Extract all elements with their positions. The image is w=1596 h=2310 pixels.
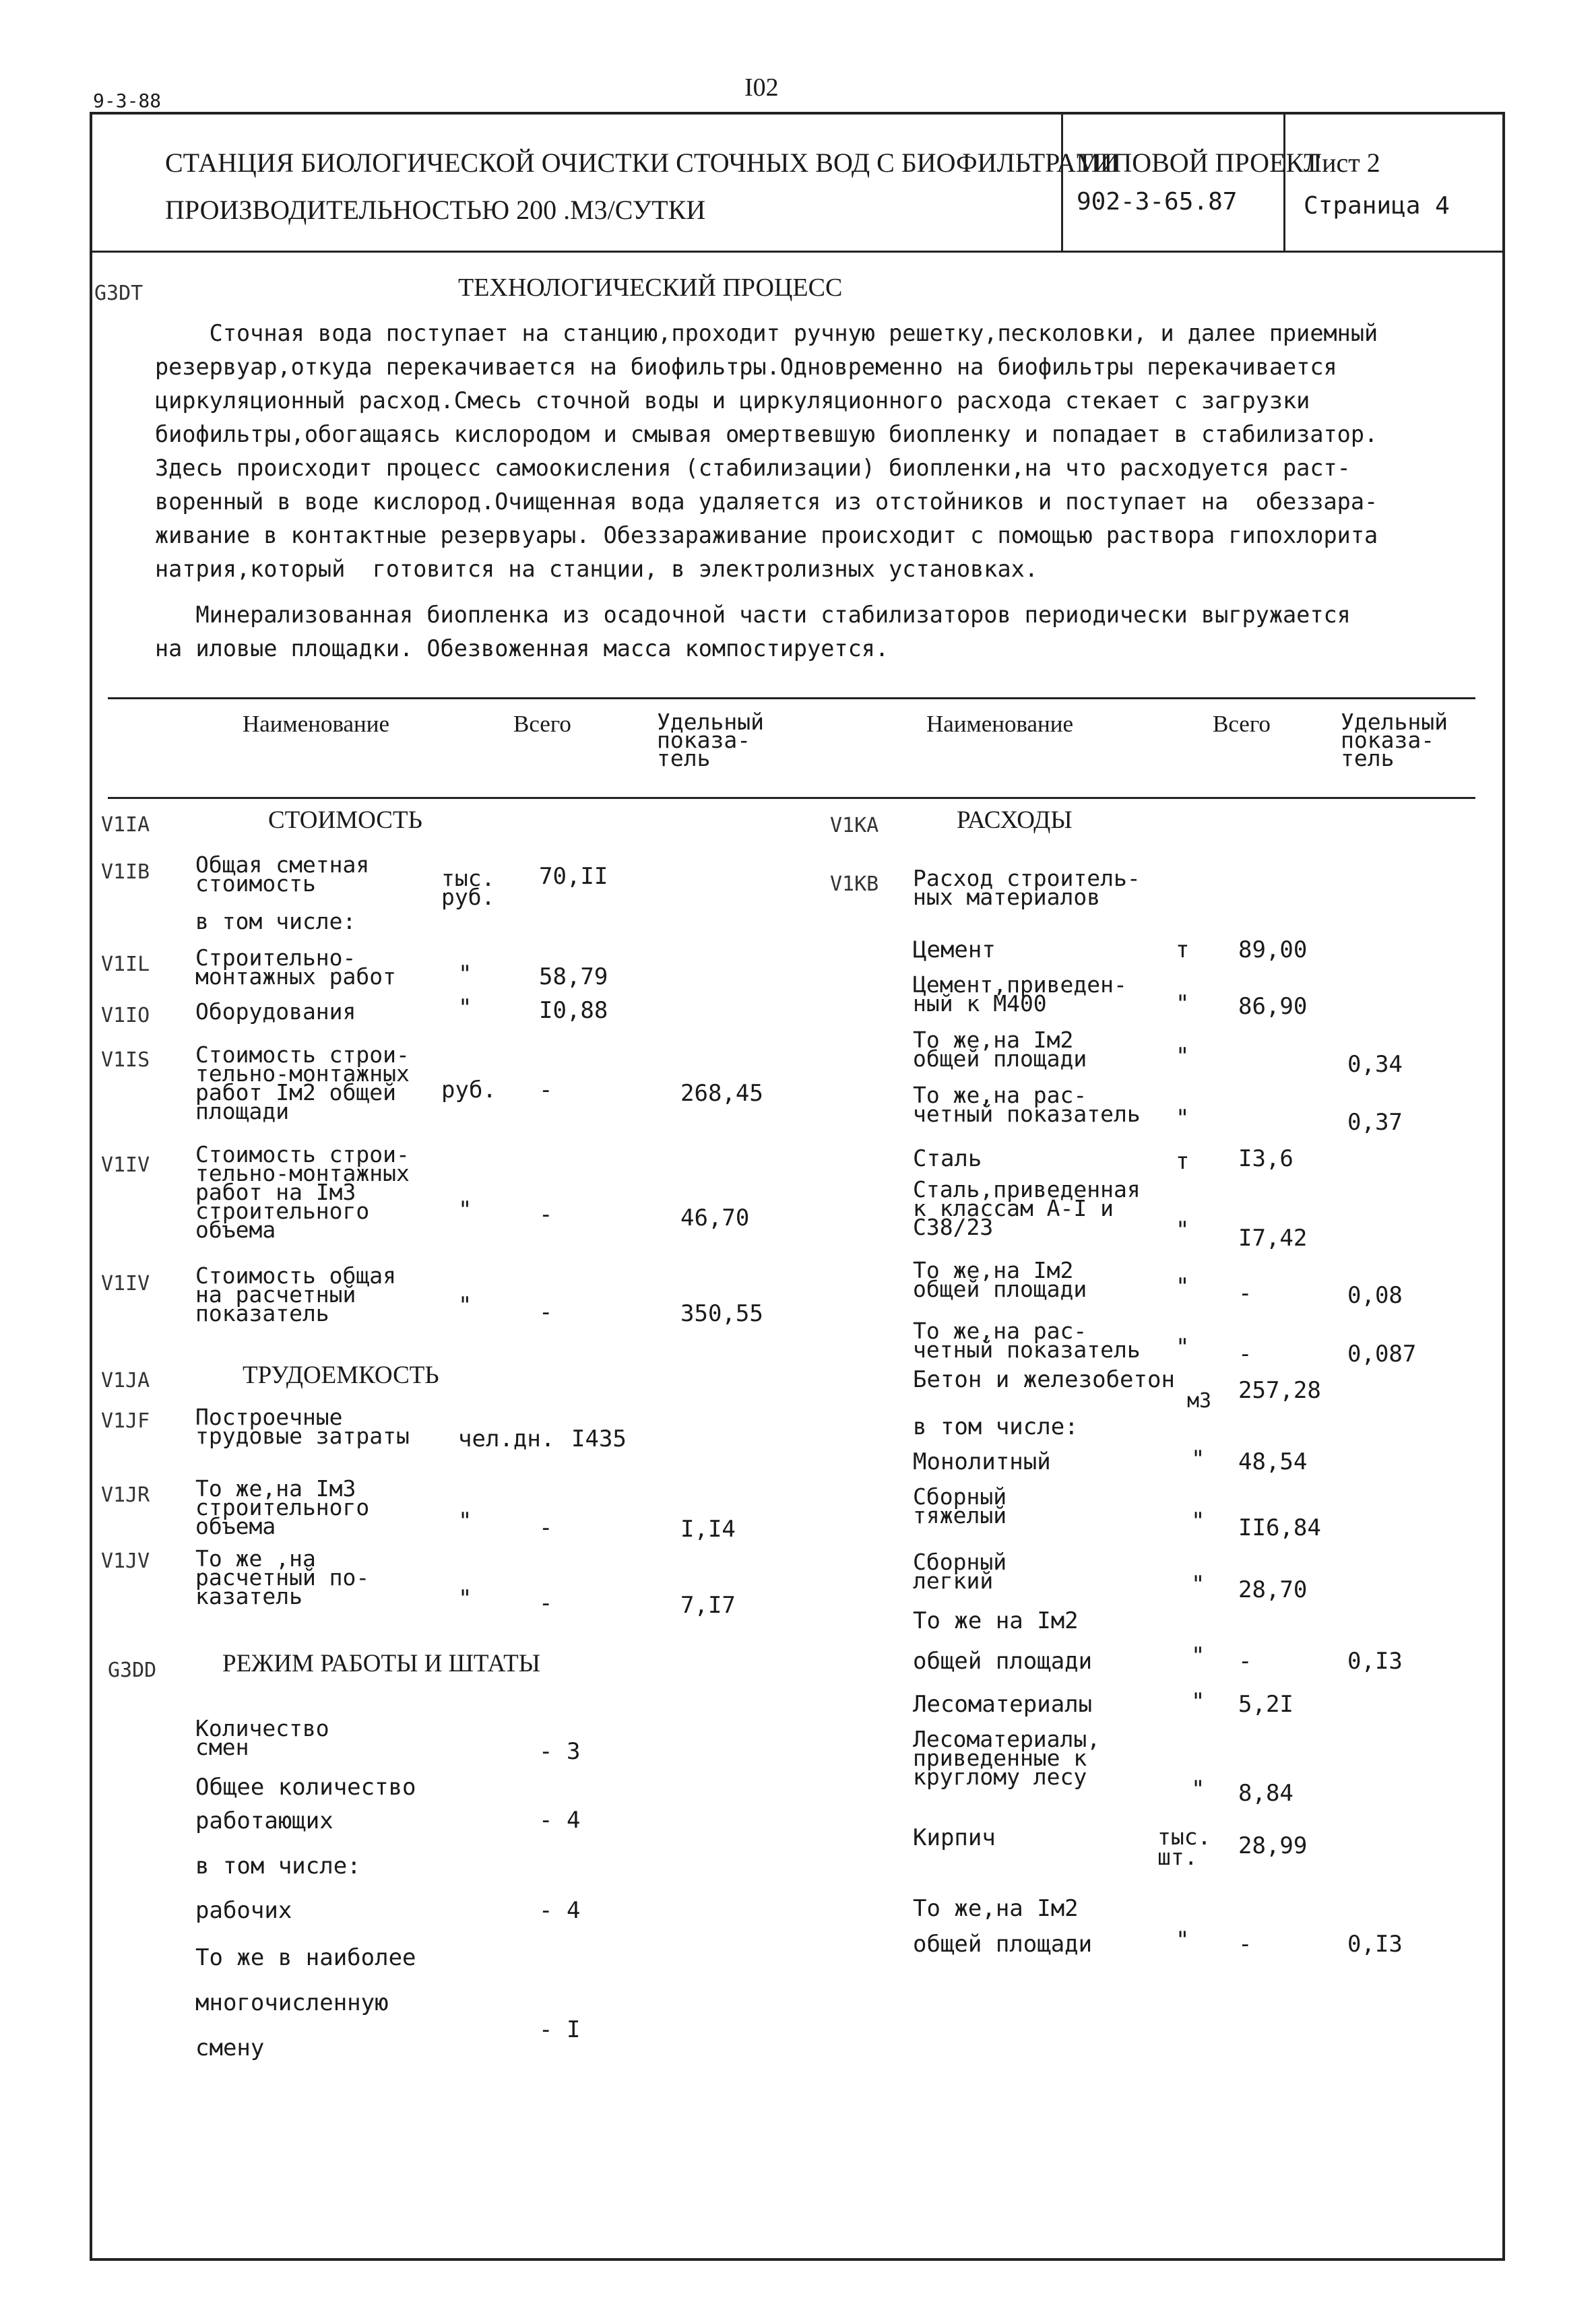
frame-right [1502,112,1505,2261]
frame-bottom [90,2258,1504,2261]
row-name: То же,на Iм2 [913,1895,1079,1922]
row-unit: " [1176,1043,1190,1070]
row-specific: 0,34 [1347,1051,1403,1078]
row-unit: " [458,961,472,988]
col-header-total-right: Всего [1213,711,1271,737]
row-total: - 4 [539,1897,581,1924]
row-code: V1JF [101,1409,150,1433]
expenses-heading: РАСХОДЫ [957,806,1073,834]
row-name: рабочих [195,1897,292,1924]
row-name: Количество смен [195,1715,329,1760]
row-name: в том числе: [913,1413,1079,1440]
header-divider-2 [1283,112,1285,252]
row-total: 28,70 [1238,1576,1308,1603]
row-unit: " [1176,1273,1190,1300]
row-specific: 0,08 [1347,1282,1403,1309]
row-specific: I,I4 [680,1516,736,1543]
project-label: ТИПОВОЙ ПРОЕКТ [1077,148,1320,178]
row-unit: тыс. шт. [1157,1824,1211,1870]
row-unit: руб. [441,1077,497,1103]
row-unit: " [458,1508,472,1535]
row-unit: " [1191,1508,1205,1535]
row-total: - [1238,1280,1252,1307]
cost-heading: СТОИМОСТЬ [268,806,422,834]
row-unit: " [1191,1446,1205,1473]
row-name: Стоимость общая на расчетный показатель [195,1262,397,1326]
row-name: Цемент [913,936,996,963]
row-code: V1JA [101,1369,150,1392]
row-specific: 7,I7 [680,1592,736,1619]
row-code: V1KA [830,814,879,837]
row-total: - [539,1590,553,1617]
row-total: I7,42 [1238,1225,1308,1252]
header-divider-1 [1061,112,1063,252]
row-name: многочисленную [195,1989,389,2016]
row-total: - 3 [539,1738,581,1765]
row-name: Кирпич [913,1824,996,1851]
row-name: Общая сметная стоимость [195,852,370,897]
col-header-specific-left: Удельный показа- тель [657,709,764,771]
row-total: 58,79 [539,963,608,990]
section-code-tech: G3DT [94,282,143,305]
row-total: - I [539,2016,581,2043]
row-name: Построечные трудовые затраты [195,1404,410,1449]
row-unit: тыс. руб. [441,865,495,910]
sheet-number: Лист 2 [1304,148,1380,178]
page-label: Страница 4 [1304,192,1450,220]
row-name: То же на Iм2 [913,1607,1079,1634]
row-name: Лесоматериалы, приведенные к круглому лесу [913,1726,1101,1790]
row-code: V1JV [101,1549,150,1573]
row-total: 257,28 [1238,1377,1321,1404]
row-total: - [1238,1341,1252,1368]
row-total: - [1238,1931,1252,1958]
row-specific: 350,55 [680,1300,763,1327]
row-name: То же,на Iм2 общей площади [913,1027,1087,1072]
row-unit: " [1191,1571,1205,1598]
row-code: V1KB [830,872,879,896]
row-name: Сталь [913,1145,982,1172]
row-total: - [539,1299,553,1326]
row-unit: " [1176,1105,1190,1132]
table-top-rule [108,697,1475,699]
row-code: V1IS [101,1048,150,1072]
row-unit: " [458,1585,472,1612]
tech-paragraph-2: Минерализованная биопленка из осадочной части стабилизаторов периодически выгружается на иловые площадки. Обезвоженная масса компостируется. [155,602,1351,662]
row-name: То же,на Iм3 строительного объема [195,1475,370,1539]
row-unit: " [1176,990,1190,1017]
row-name: в том числе: [195,908,356,934]
row-name: Цемент,приведен- ный к М400 [913,971,1127,1017]
row-specific: 0,I3 [1347,1648,1403,1675]
row-total: 5,2I [1238,1691,1294,1718]
row-specific: 46,70 [680,1205,750,1231]
row-total: II6,84 [1238,1514,1321,1541]
row-total: - [1238,1648,1252,1675]
row-code: V1IV [101,1153,150,1177]
row-unit: т [1176,1148,1190,1175]
row-name: Сборный тяжелый [913,1483,1007,1529]
row-unit: " [458,994,472,1021]
row-name: Оборудования [195,998,356,1025]
row-name: общей площади [913,1931,1093,1958]
frame-top [90,112,1504,115]
row-total: I3,6 [1238,1145,1294,1172]
row-unit: " [1191,1642,1205,1669]
page-number: I02 [744,73,779,102]
row-name: Сталь,приведенная к классам А-I и С38/23 [913,1176,1141,1240]
row-name: То же,на рас- четный показатель [913,1318,1141,1363]
row-name: То же ,на расчетный по- казатель [195,1545,370,1609]
row-name: работающих [195,1807,333,1834]
row-unit: " [1176,1217,1190,1244]
labor-heading: ТРУДОЕМКОСТЬ [243,1361,439,1389]
row-unit: " [458,1292,472,1319]
project-code: 902-3-65.87 [1077,188,1238,216]
col-header-total-left: Всего [513,711,571,737]
row-name: Стоимость строи- тельно-монтажных работ Iм2 общей площади [195,1041,410,1124]
row-total: - [539,1201,553,1228]
row-name: Стоимость строи- тельно-монтажных работ на Iм3 строительного объема [195,1141,410,1243]
tech-heading: ТЕХНОЛОГИЧЕСКИЙ ПРОЦЕСС [458,274,843,302]
row-total: 89,00 [1238,936,1308,963]
row-specific: 0,37 [1347,1109,1403,1136]
row-total: I435 [571,1425,627,1452]
row-total: I0,88 [539,997,608,1024]
frame-left [90,112,92,2261]
row-name: в том числе: [195,1853,361,1880]
title-line-2: ПРОИЗВОДИТЕЛЬНОСТЬЮ 200 .М3/СУТКИ [165,195,706,225]
row-name: Монолитный [913,1448,1051,1475]
table-header-rule [108,797,1475,799]
row-total: - 4 [539,1807,581,1834]
row-name: Строительно- монтажных работ [195,944,397,990]
row-code: V1IB [101,860,150,884]
row-total: 28,99 [1238,1832,1308,1859]
row-code: V1IL [101,953,150,976]
row-specific: 0,I3 [1347,1931,1403,1958]
row-name: Сборный легкий [913,1549,1007,1594]
date-stamp: 9-3-88 [93,90,162,112]
row-total: 8,84 [1238,1780,1294,1807]
row-code: G3DD [108,1659,157,1682]
tech-paragraph-1: Сточная вода поступает на станцию,проходит ручную решетку,песколовки, и далее приемный резервуар,откуда перекачивается на биофильтры.Одновременно на биофильтры перекачивается циркуляционный расход.Смесь сточной воды и циркуляционного расхода стекает с загрузки биофильтры,обогащаясь кислородом и смывая омертвевшую биопленку и попадает в стабилизатор. Здесь происходит процесс самоокисления (стабилизации) биопленки,на что расходуется раст- воренный в воде кислород.Очищенная вода удаляется из отстойников и поступает на обеззара- живание в контактные резервуары. Обеззараживание происходит с помощью раствора гипохлорита натрия,который готовится на станции, в электролизных установках. [155,320,1378,582]
row-specific: 268,45 [680,1080,763,1107]
row-total: 86,90 [1238,993,1308,1020]
header-bottom-rule [90,251,1504,253]
row-code: V1JR [101,1483,150,1507]
mode-heading: РЕЖИМ РАБОТЫ И ШТАТЫ [222,1650,540,1677]
row-unit: чел.дн. [458,1425,555,1452]
row-name: Общее количество [195,1774,416,1801]
row-code: V1IO [101,1004,150,1027]
row-unit: " [1191,1688,1205,1715]
row-name: Расход строитель- ных материалов [913,865,1141,910]
row-code: V1IA [101,813,150,837]
row-name: То же в наиболее [195,1944,416,1971]
row-specific: 0,087 [1347,1341,1417,1368]
row-total: - [539,1514,553,1541]
row-unit: т [1176,936,1190,963]
row-name: смену [195,2034,265,2061]
row-unit: " [1176,1334,1190,1361]
col-header-name-right: Наименование [926,711,1074,737]
row-unit: " [1176,1927,1190,1954]
row-name: Лесоматериалы [913,1691,1093,1718]
row-total: - [539,1077,553,1103]
row-name: То же,на рас- четный показатель [913,1082,1141,1127]
col-header-specific-right: Удельный показа- тель [1341,709,1448,771]
row-code: V1IV [101,1272,150,1295]
row-unit: м3 [1187,1389,1212,1413]
row-name: То же,на Iм2 общей площади [913,1257,1087,1302]
row-name: общей площади [913,1648,1093,1675]
col-header-name-left: Наименование [243,711,390,737]
row-unit: " [458,1196,472,1223]
title-line-1: СТАНЦИЯ БИОЛОГИЧЕСКОЙ ОЧИСТКИ СТОЧНЫХ ВОД С БИОФИЛЬТРАМИ [165,148,1120,178]
row-total: 70,II [539,863,608,890]
row-name: Бетон и железобетон [913,1366,1175,1393]
row-unit: " [1191,1776,1205,1803]
row-total: 48,54 [1238,1448,1308,1475]
